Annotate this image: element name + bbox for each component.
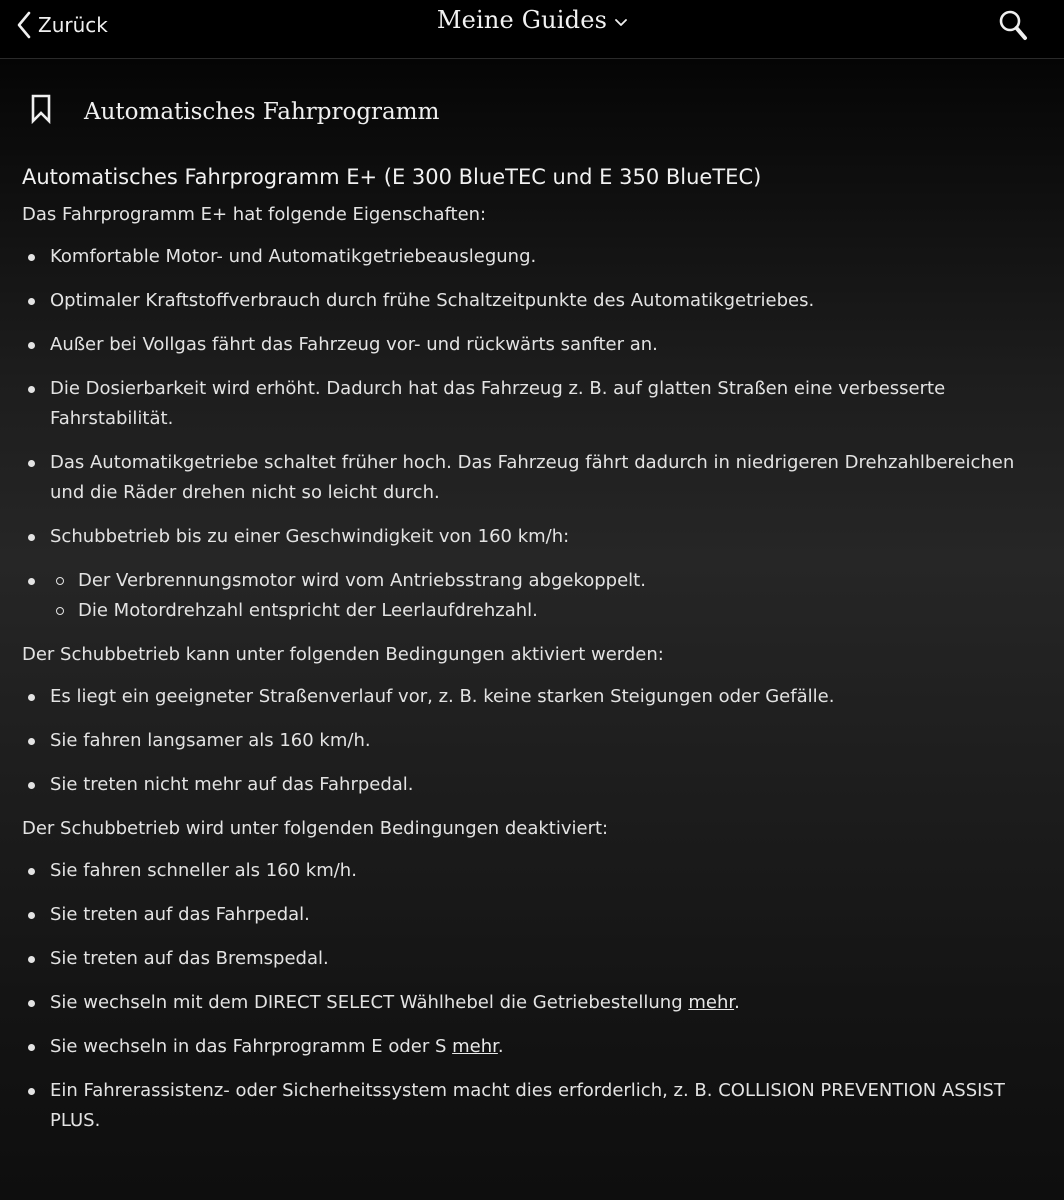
sub-list-item: Der Verbrennungsmotor wird vom Antriebsstrang abgekoppelt. xyxy=(50,566,1042,596)
list-item: Die Dosierbarkeit wird erhöht. Dadurch hat das Fahrzeug z. B. auf glatten Straßen eine verbesserte Fahrstabilität. xyxy=(22,374,1042,434)
list-item-nested xyxy=(22,566,1042,626)
list-item: Komfortable Motor- und Automatikgetriebeauslegung. xyxy=(22,242,1042,272)
deactivate-list xyxy=(22,856,1042,1136)
chevron-down-icon xyxy=(615,19,627,27)
list-item xyxy=(22,988,1042,1018)
list-item: Sie treten nicht mehr auf das Fahrpedal. xyxy=(22,770,1042,800)
intro-text: Das Fahrprogramm E+ hat folgende Eigenschaften: xyxy=(22,204,487,225)
mehr-link[interactable]: mehr xyxy=(688,992,735,1013)
period: . xyxy=(497,1036,504,1057)
search-button[interactable] xyxy=(998,8,1030,42)
list-item: Das Automatikgetriebe schaltet früher hoch. Das Fahrzeug fährt dadurch in niedrigeren Drehzahlbereichen und die Räder drehen nicht so leicht durch. xyxy=(22,448,1042,508)
list-item xyxy=(22,1032,1042,1062)
mehr-link[interactable]: mehr xyxy=(452,1036,498,1057)
sub-list-item: Die Motordrehzahl entspricht der Leerlaufdrehzahl. xyxy=(50,596,1042,626)
bookmark-button[interactable] xyxy=(30,94,70,128)
search-icon xyxy=(998,8,1030,42)
list-item: Sie fahren schneller als 160 km/h. xyxy=(22,856,1042,886)
list-item-text: Sie wechseln mit dem DIRECT SELECT Wählhebel die Getriebestellung xyxy=(50,992,689,1013)
page-title: Meine Guides xyxy=(436,6,608,34)
document-title: Automatisches Fahrprogramm xyxy=(84,99,440,125)
list-item: Ein Fahrerassistenz- oder Sicherheitssystem macht dies erforderlich, z. B. COLLISION PREVENTION ASSIST PLUS. xyxy=(22,1076,1042,1136)
title-area xyxy=(0,6,1064,34)
period: . xyxy=(734,992,740,1013)
activate-intro: Der Schubbetrieb kann unter folgenden Bedingungen aktiviert werden: xyxy=(22,644,664,665)
back-label: Zurück xyxy=(38,13,108,37)
sub-list xyxy=(50,566,1042,626)
document-header xyxy=(22,58,1042,164)
feature-list xyxy=(22,242,1042,626)
list-item: Es liegt ein geeigneter Straßenverlauf vor, z. B. keine starken Steigungen oder Gefälle. xyxy=(22,682,1042,712)
deactivate-intro: Der Schubbetrieb wird unter folgenden Bedingungen deaktiviert: xyxy=(22,818,609,839)
bookmark-icon xyxy=(30,94,52,124)
activate-list xyxy=(22,682,1042,800)
section-heading: Automatisches Fahrprogramm E+ (E 300 BlueTEC und E 350 BlueTEC) xyxy=(22,165,762,189)
list-item: Sie fahren langsamer als 160 km/h. xyxy=(22,726,1042,756)
list-item: Schubbetrieb bis zu einer Geschwindigkeit von 160 km/h: xyxy=(22,522,1042,552)
list-item-text: Sie wechseln in das Fahrprogramm E oder S xyxy=(50,1036,453,1057)
top-navigation-bar xyxy=(0,0,1064,59)
guide-content xyxy=(22,58,1042,1150)
list-item: Sie treten auf das Fahrpedal. xyxy=(22,900,1042,930)
list-item: Optimaler Kraftstoffverbrauch durch frühe Schaltzeitpunkte des Automatikgetriebes. xyxy=(22,286,1042,316)
list-item: Außer bei Vollgas fährt das Fahrzeug vor- und rückwärts sanfter an. xyxy=(22,330,1042,360)
guides-dropdown[interactable] xyxy=(437,6,627,34)
list-item: Sie treten auf das Bremspedal. xyxy=(22,944,1042,974)
